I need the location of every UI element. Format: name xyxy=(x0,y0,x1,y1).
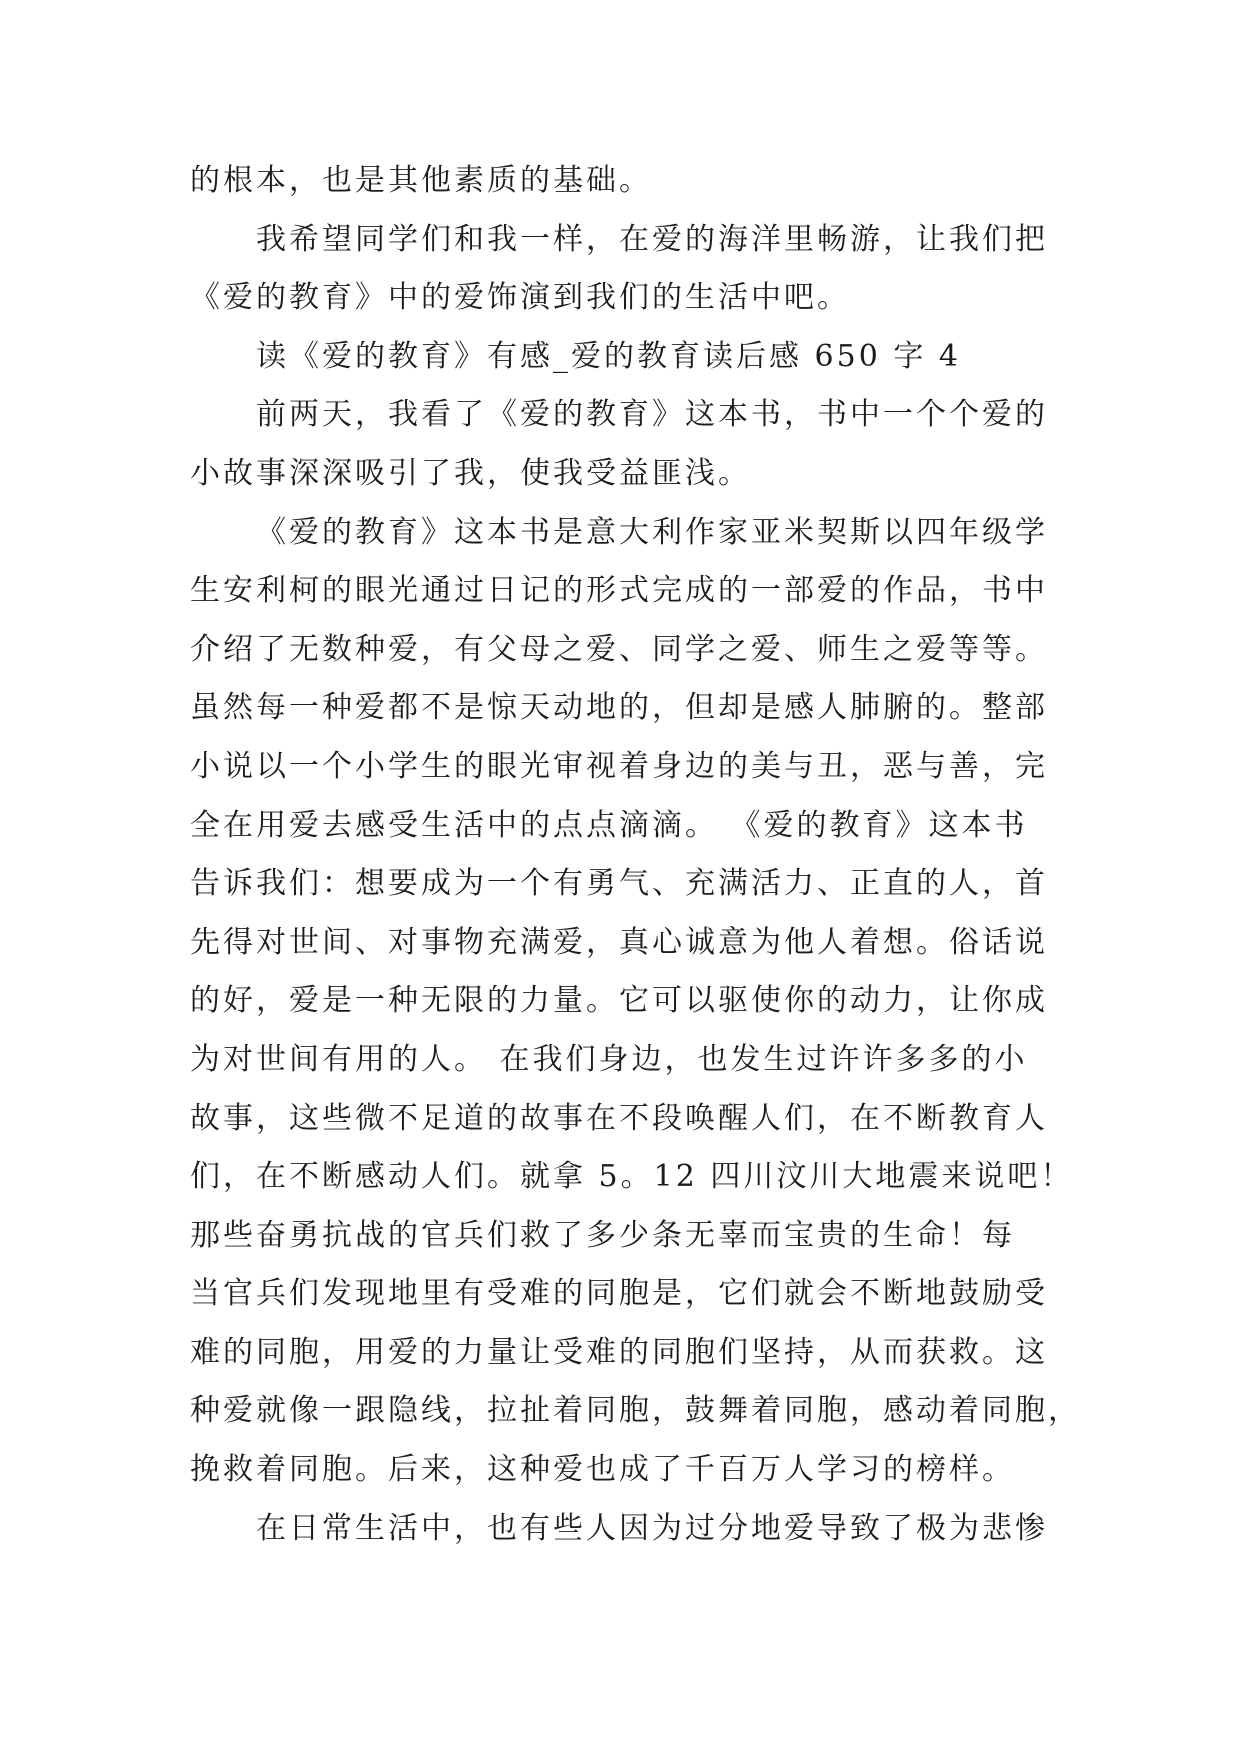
text-line: 我希望同学们和我一样，在爱的海洋里畅游，让我们把 xyxy=(256,221,1048,257)
text-line: 难的同胞，用爱的力量让受难的同胞们坚持，从而获救。这 xyxy=(190,1334,1048,1370)
text-line: 当官兵们发现地里有受难的同胞是，它们就会不断地鼓励受 xyxy=(190,1276,1048,1312)
section-heading: 读《爱的教育》有感_爱的教育读后感 650 字 4 xyxy=(256,338,961,374)
text-line: 在日常生活中，也有些人因为过分地爱导致了极为悲惨 xyxy=(256,1510,1048,1546)
text-line: 故事，这些微不足道的故事在不段唤醒人们，在不断教育人 xyxy=(190,1100,1048,1136)
text-line: 挽救着同胞。后来，这种爱也成了千百万人学习的榜样。 xyxy=(190,1452,1015,1488)
text-line: 小说以一个小学生的眼光审视着身边的美与丑，恶与善，完 xyxy=(190,748,1048,784)
text-line: 们，在不断感动人们。就拿 5。12 四川汶川大地震来说吧！ xyxy=(190,1159,1074,1195)
text-line: 介绍了无数种爱，有父母之爱、同学之爱、师生之爱等等。 xyxy=(190,631,1048,667)
text-line: 《爱的教育》中的爱饰演到我们的生活中吧。 xyxy=(190,280,850,316)
text-line: 生安利柯的眼光通过日记的形式完成的一部爱的作品，书中 xyxy=(190,573,1048,609)
text-line: 为对世间有用的人。 在我们身边，也发生过许许多多的小 xyxy=(190,1041,1028,1077)
text-line: 告诉我们：想要成为一个有勇气、充满活力、正直的人，首 xyxy=(190,866,1048,902)
text-line: 全在用爱去感受生活中的点点滴滴。 《爱的教育》这本书 xyxy=(190,807,1028,843)
text-line: 的好，爱是一种无限的力量。它可以驱使你的动力，让你成 xyxy=(190,983,1048,1019)
text-line: 的根本，也是其他素质的基础。 xyxy=(190,163,652,198)
text-line: 那些奋勇抗战的官兵们救了多少条无辜而宝贵的生命！每 xyxy=(190,1217,1015,1253)
text-line: 小故事深深吸引了我，使我受益匪浅。 xyxy=(190,455,751,491)
body-text xyxy=(190,152,1081,1558)
text-line: 种爱就像一跟隐线，拉扯着同胞，鼓舞着同胞，感动着同胞， xyxy=(190,1393,1081,1429)
text-line: 虽然每一种爱都不是惊天动地的，但却是感人肺腑的。整部 xyxy=(190,690,1048,726)
text-line: 先得对世间、对事物充满爱，真心诚意为他人着想。俗话说 xyxy=(190,924,1048,960)
text-line: 前两天，我看了《爱的教育》这本书，书中一个个爱的 xyxy=(256,397,1048,433)
text-line: 《爱的教育》这本书是意大利作家亚米契斯以四年级学 xyxy=(256,514,1048,550)
